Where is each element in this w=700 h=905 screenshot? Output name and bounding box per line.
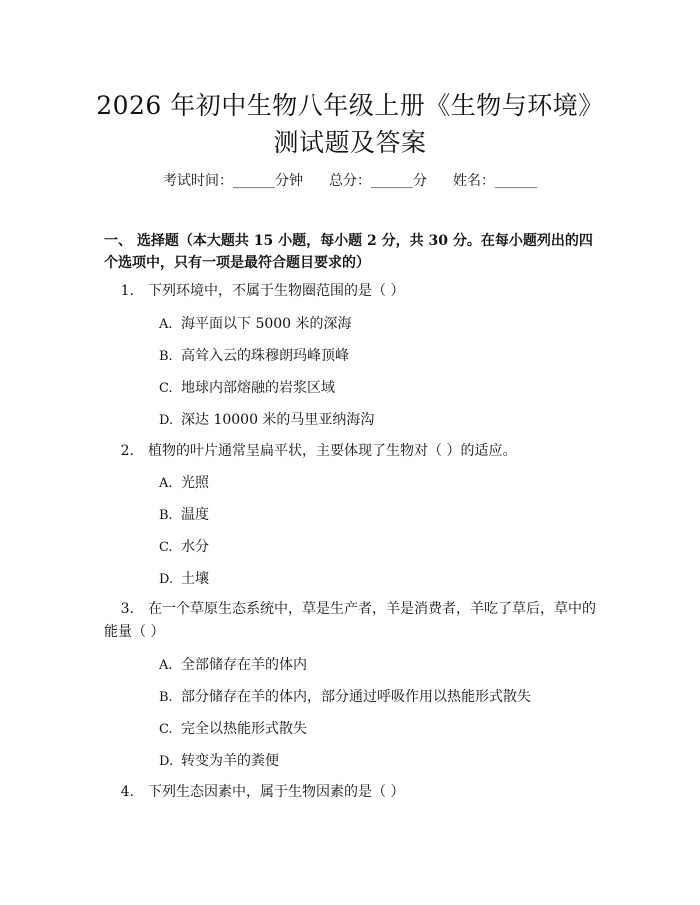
question-4 bbox=[104, 781, 604, 804]
question-text: 下列环境中，不属于生物圈范围的是（ ） bbox=[148, 283, 405, 299]
option-item bbox=[159, 410, 374, 431]
option-label: D. bbox=[159, 754, 174, 769]
option-item bbox=[159, 537, 209, 558]
option-text: 光照 bbox=[181, 475, 209, 491]
student-name: 姓名：______ bbox=[453, 173, 537, 189]
option-label: A. bbox=[159, 317, 173, 332]
option-item bbox=[159, 569, 209, 590]
question-number: 1. bbox=[120, 283, 134, 299]
question-number: 3. bbox=[120, 601, 134, 617]
section-heading: 一、 选择题（本大题共 15 小题，每小题 2 分，共 30 分。在每小题列出的四个选项中，只有一项是最符合题目要求的） bbox=[104, 233, 593, 271]
option-item bbox=[159, 505, 209, 526]
question-text: 植物的叶片通常呈扁平状，主要体现了生物对（ ）的适应。 bbox=[148, 443, 517, 459]
option-text: 转变为羊的粪便 bbox=[181, 753, 279, 769]
exam-time: 考试时间：______分钟 bbox=[163, 173, 303, 189]
option-text: 深达 10000 米的马里亚纳海沟 bbox=[181, 412, 375, 428]
option-text: 地球内部熔融的岩浆区域 bbox=[181, 380, 335, 396]
option-label: D. bbox=[159, 413, 174, 428]
option-item bbox=[159, 719, 307, 740]
option-text: 海平面以下 5000 米的深海 bbox=[181, 316, 352, 332]
option-text: 部分储存在羊的体内，部分通过呼吸作用以热能形式散失 bbox=[181, 689, 531, 705]
question-2 bbox=[104, 440, 604, 463]
question-text: 下列生态因素中，属于生物因素的是（ ） bbox=[148, 784, 405, 800]
option-text: 全部储存在羊的体内 bbox=[181, 657, 307, 673]
option-label: A. bbox=[159, 658, 173, 673]
option-text: 水分 bbox=[181, 539, 209, 555]
question-text: 在一个草原生态系统中，草是生产者，羊是消费者，羊吃了草后，草中的能量（ ） bbox=[104, 601, 596, 640]
option-label: B. bbox=[159, 349, 173, 364]
question-number: 2. bbox=[120, 443, 134, 459]
option-label: D. bbox=[159, 572, 174, 587]
option-text: 高耸入云的珠穆朗玛峰顶峰 bbox=[181, 348, 349, 364]
option-label: C. bbox=[159, 381, 173, 396]
option-item bbox=[159, 687, 531, 708]
option-label: B. bbox=[159, 690, 173, 705]
document-title-line2: 测试题及答案 bbox=[273, 128, 427, 157]
question-number: 4. bbox=[120, 784, 134, 800]
option-label: C. bbox=[159, 540, 173, 555]
option-text: 完全以热能形式散失 bbox=[181, 721, 307, 737]
option-label: B. bbox=[159, 508, 173, 523]
option-item bbox=[159, 655, 307, 676]
option-item bbox=[159, 378, 335, 399]
option-text: 土壤 bbox=[181, 571, 209, 587]
question-3 bbox=[104, 598, 604, 644]
option-label: C. bbox=[159, 722, 173, 737]
total-score: 总分：______分 bbox=[329, 173, 427, 189]
document-title-line1: 2026 年初中生物八年级上册《生物与环境》 bbox=[96, 91, 604, 120]
exam-meta bbox=[0, 170, 700, 190]
option-label: A. bbox=[159, 476, 173, 491]
question-1 bbox=[104, 280, 604, 303]
option-text: 温度 bbox=[181, 507, 209, 523]
option-item bbox=[159, 346, 349, 367]
option-item bbox=[159, 314, 352, 335]
option-item bbox=[159, 751, 279, 772]
option-item bbox=[159, 473, 209, 494]
